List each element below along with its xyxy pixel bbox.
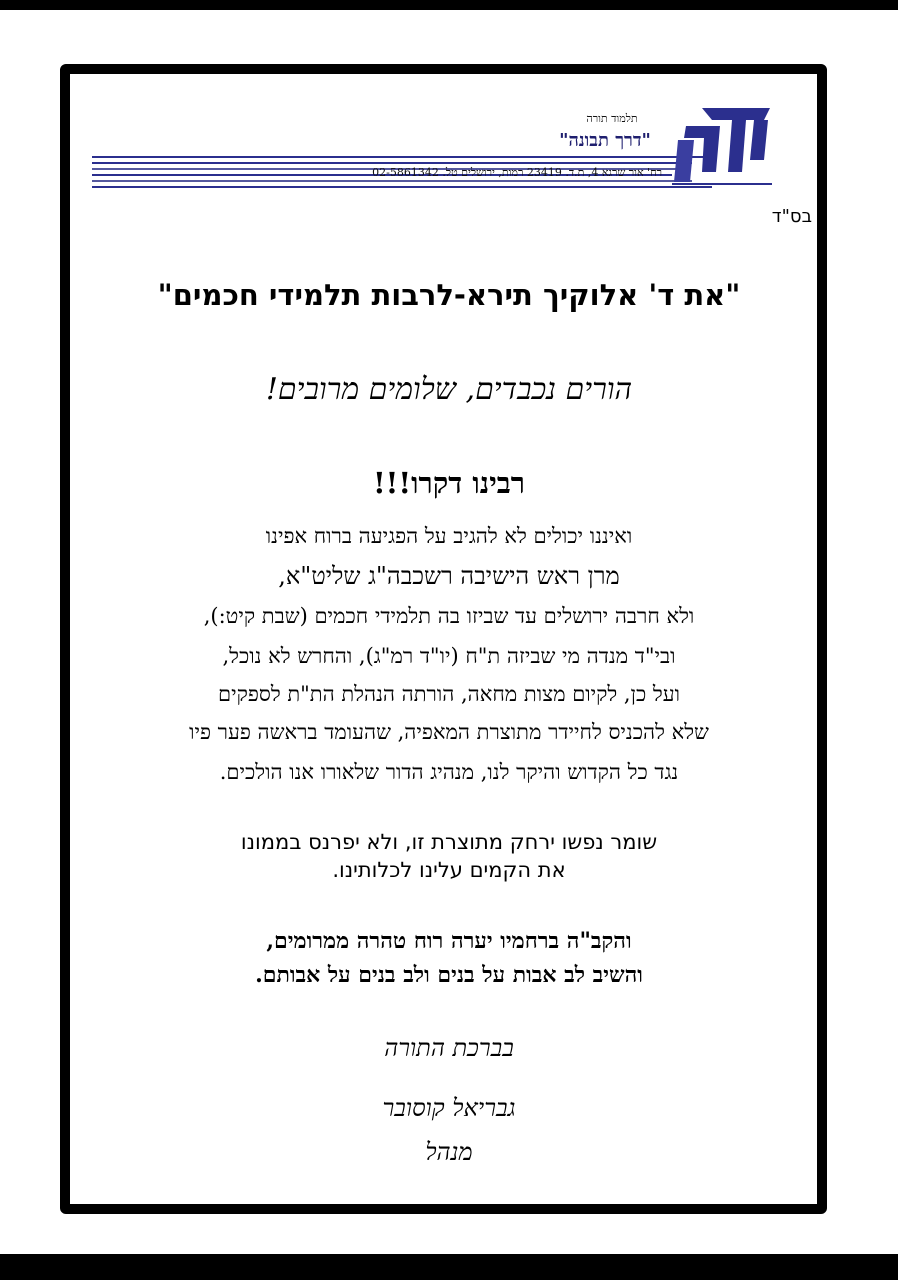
letterhead-subtitle: תלמוד תורה bbox=[586, 112, 638, 125]
blessing-line: והקב"ה ברחמיו יערה רוח טהרה ממרומים, bbox=[266, 928, 632, 954]
body-line: ועל כן, לקיום מצות מחאה, הורתה הנהלת הת"ת לספקים bbox=[218, 682, 680, 706]
letterhead-name: "דרך תבונה" bbox=[559, 130, 651, 151]
body-line: שלא להכניס לחיידר מתוצרת המאפיה, שהעומד בראשה פער פיו bbox=[189, 720, 709, 744]
paragraph-line: שומר נפשו ירחק מתוצרת זו, ולא יפרנס בממונו bbox=[240, 830, 658, 854]
greeting: הורים נכבדים, שלומים מרובים! bbox=[265, 372, 633, 407]
top-border bbox=[0, 0, 898, 10]
bottom-border bbox=[0, 1254, 898, 1280]
signature-closing: בברכת התורה bbox=[384, 1034, 514, 1062]
body-line: נגד כל הקדוש והיקר לנו, מנהיג הדור שלאורו אנו הולכים. bbox=[219, 760, 679, 784]
signature-role: מנהל bbox=[425, 1138, 473, 1166]
school-logo bbox=[672, 100, 774, 188]
heading: רבינו דקרו!!! bbox=[372, 466, 526, 500]
body-line: ואיננו יכולים לא להגיב על הפגיעה ברוח אפינו bbox=[265, 524, 633, 548]
signature-name: גבריאל קוסובר bbox=[382, 1094, 516, 1122]
blessing-line: והשיב לב אבות על בנים ולב בנים על אבותם. bbox=[255, 962, 643, 988]
body-line: ובי"ד מנדה מי שביזה ת"ח (יו"ד רמ"ג), והחרש לא נוכל, bbox=[222, 644, 676, 668]
besd-mark: בס"ד bbox=[771, 206, 812, 227]
letterhead-address: רח' אור שרגא 4, ת.ד. 23419 רמות, ירושלים טל. 02-5861342 bbox=[372, 166, 662, 179]
body-line: מרן ראש הישיבה רשכבה"ג שליט"א, bbox=[278, 562, 620, 590]
body-line: ולא חרבה ירושלים עד שביזו בה תלמידי חכמים (שבת קיט:), bbox=[203, 604, 695, 628]
paragraph-line: את הקמים עלינו לכלותינו. bbox=[332, 858, 566, 882]
letter-title: "את ד' אלוקיך תירא-לרבות תלמידי חכמים" bbox=[157, 278, 741, 312]
